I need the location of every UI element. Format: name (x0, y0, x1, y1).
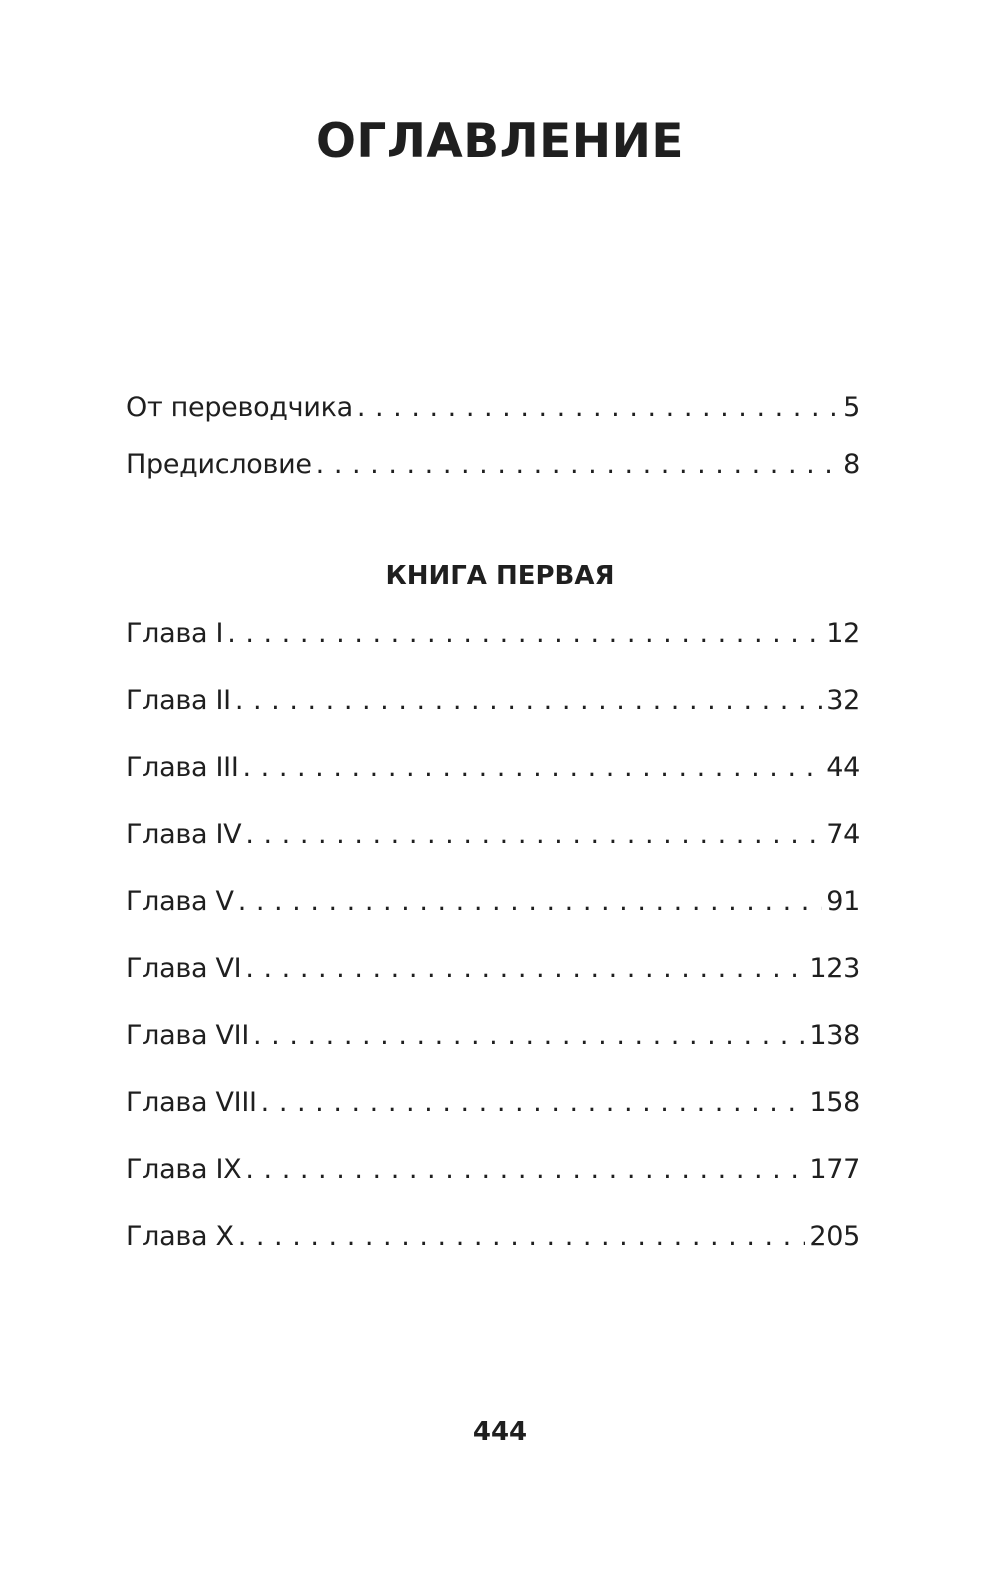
toc-entry-label: Глава II (126, 685, 231, 716)
dot-leader (227, 614, 822, 654)
toc-entry-page: 12 (826, 618, 860, 649)
toc-entry-chapter-2[interactable] (126, 681, 860, 721)
toc-entry-chapter-6[interactable] (126, 949, 860, 989)
toc-entry-page: 177 (809, 1154, 860, 1185)
dot-leader (238, 882, 823, 922)
toc-entry-label: Предисловие (126, 449, 312, 480)
toc-entry-page: 91 (826, 886, 860, 917)
toc-entry-chapter-3[interactable] (126, 748, 860, 788)
dot-leader (243, 748, 823, 788)
toc-entry-page: 8 (843, 449, 860, 480)
page-title: ОГЛАВЛЕНИЕ (315, 114, 685, 169)
toc-entry-page: 205 (809, 1221, 860, 1252)
toc-entry-label: Глава IV (126, 819, 242, 850)
dot-leader (245, 1150, 805, 1190)
section-heading-book-one: КНИГА ПЕРВАЯ (385, 561, 615, 591)
toc-entry-chapter-1[interactable] (126, 614, 860, 654)
toc-entry-chapter-7[interactable] (126, 1016, 860, 1056)
toc-entry-label: Глава VII (126, 1020, 250, 1051)
page-number: 444 (472, 1417, 528, 1447)
toc-entry-label: Глава X (126, 1221, 234, 1252)
toc-entry-chapter-8[interactable] (126, 1083, 860, 1123)
dot-leader (253, 1016, 805, 1056)
dot-leader (316, 445, 839, 485)
toc-entry-page: 32 (826, 685, 860, 716)
dot-leader (357, 388, 839, 428)
toc-entry-label: От переводчика (126, 392, 353, 423)
toc-entry-page: 5 (843, 392, 860, 423)
toc-entry-chapter-10[interactable] (126, 1217, 860, 1257)
dot-leader (235, 681, 822, 721)
toc-entry-page: 158 (809, 1087, 860, 1118)
toc-entry-translator[interactable] (126, 388, 860, 428)
dot-leader (261, 1083, 806, 1123)
dot-leader (238, 1217, 806, 1257)
toc-entry-label: Глава VIII (126, 1087, 257, 1118)
toc-entry-page: 138 (809, 1020, 860, 1051)
toc-entry-chapter-4[interactable] (126, 815, 860, 855)
dot-leader (245, 815, 822, 855)
toc-entry-chapter-9[interactable] (126, 1150, 860, 1190)
toc-entry-chapter-5[interactable] (126, 882, 860, 922)
toc-entry-page: 123 (809, 953, 860, 984)
toc-entry-label: Глава I (126, 618, 224, 649)
dot-leader (245, 949, 805, 989)
toc-entry-label: Глава III (126, 752, 239, 783)
toc-entry-page: 74 (826, 819, 860, 850)
toc-entry-label: Глава V (126, 886, 234, 917)
toc-entry-page: 44 (826, 752, 860, 783)
toc-entry-label: Глава VI (126, 953, 242, 984)
toc-entry-preface[interactable] (126, 445, 860, 485)
toc-entry-label: Глава IX (126, 1154, 242, 1185)
